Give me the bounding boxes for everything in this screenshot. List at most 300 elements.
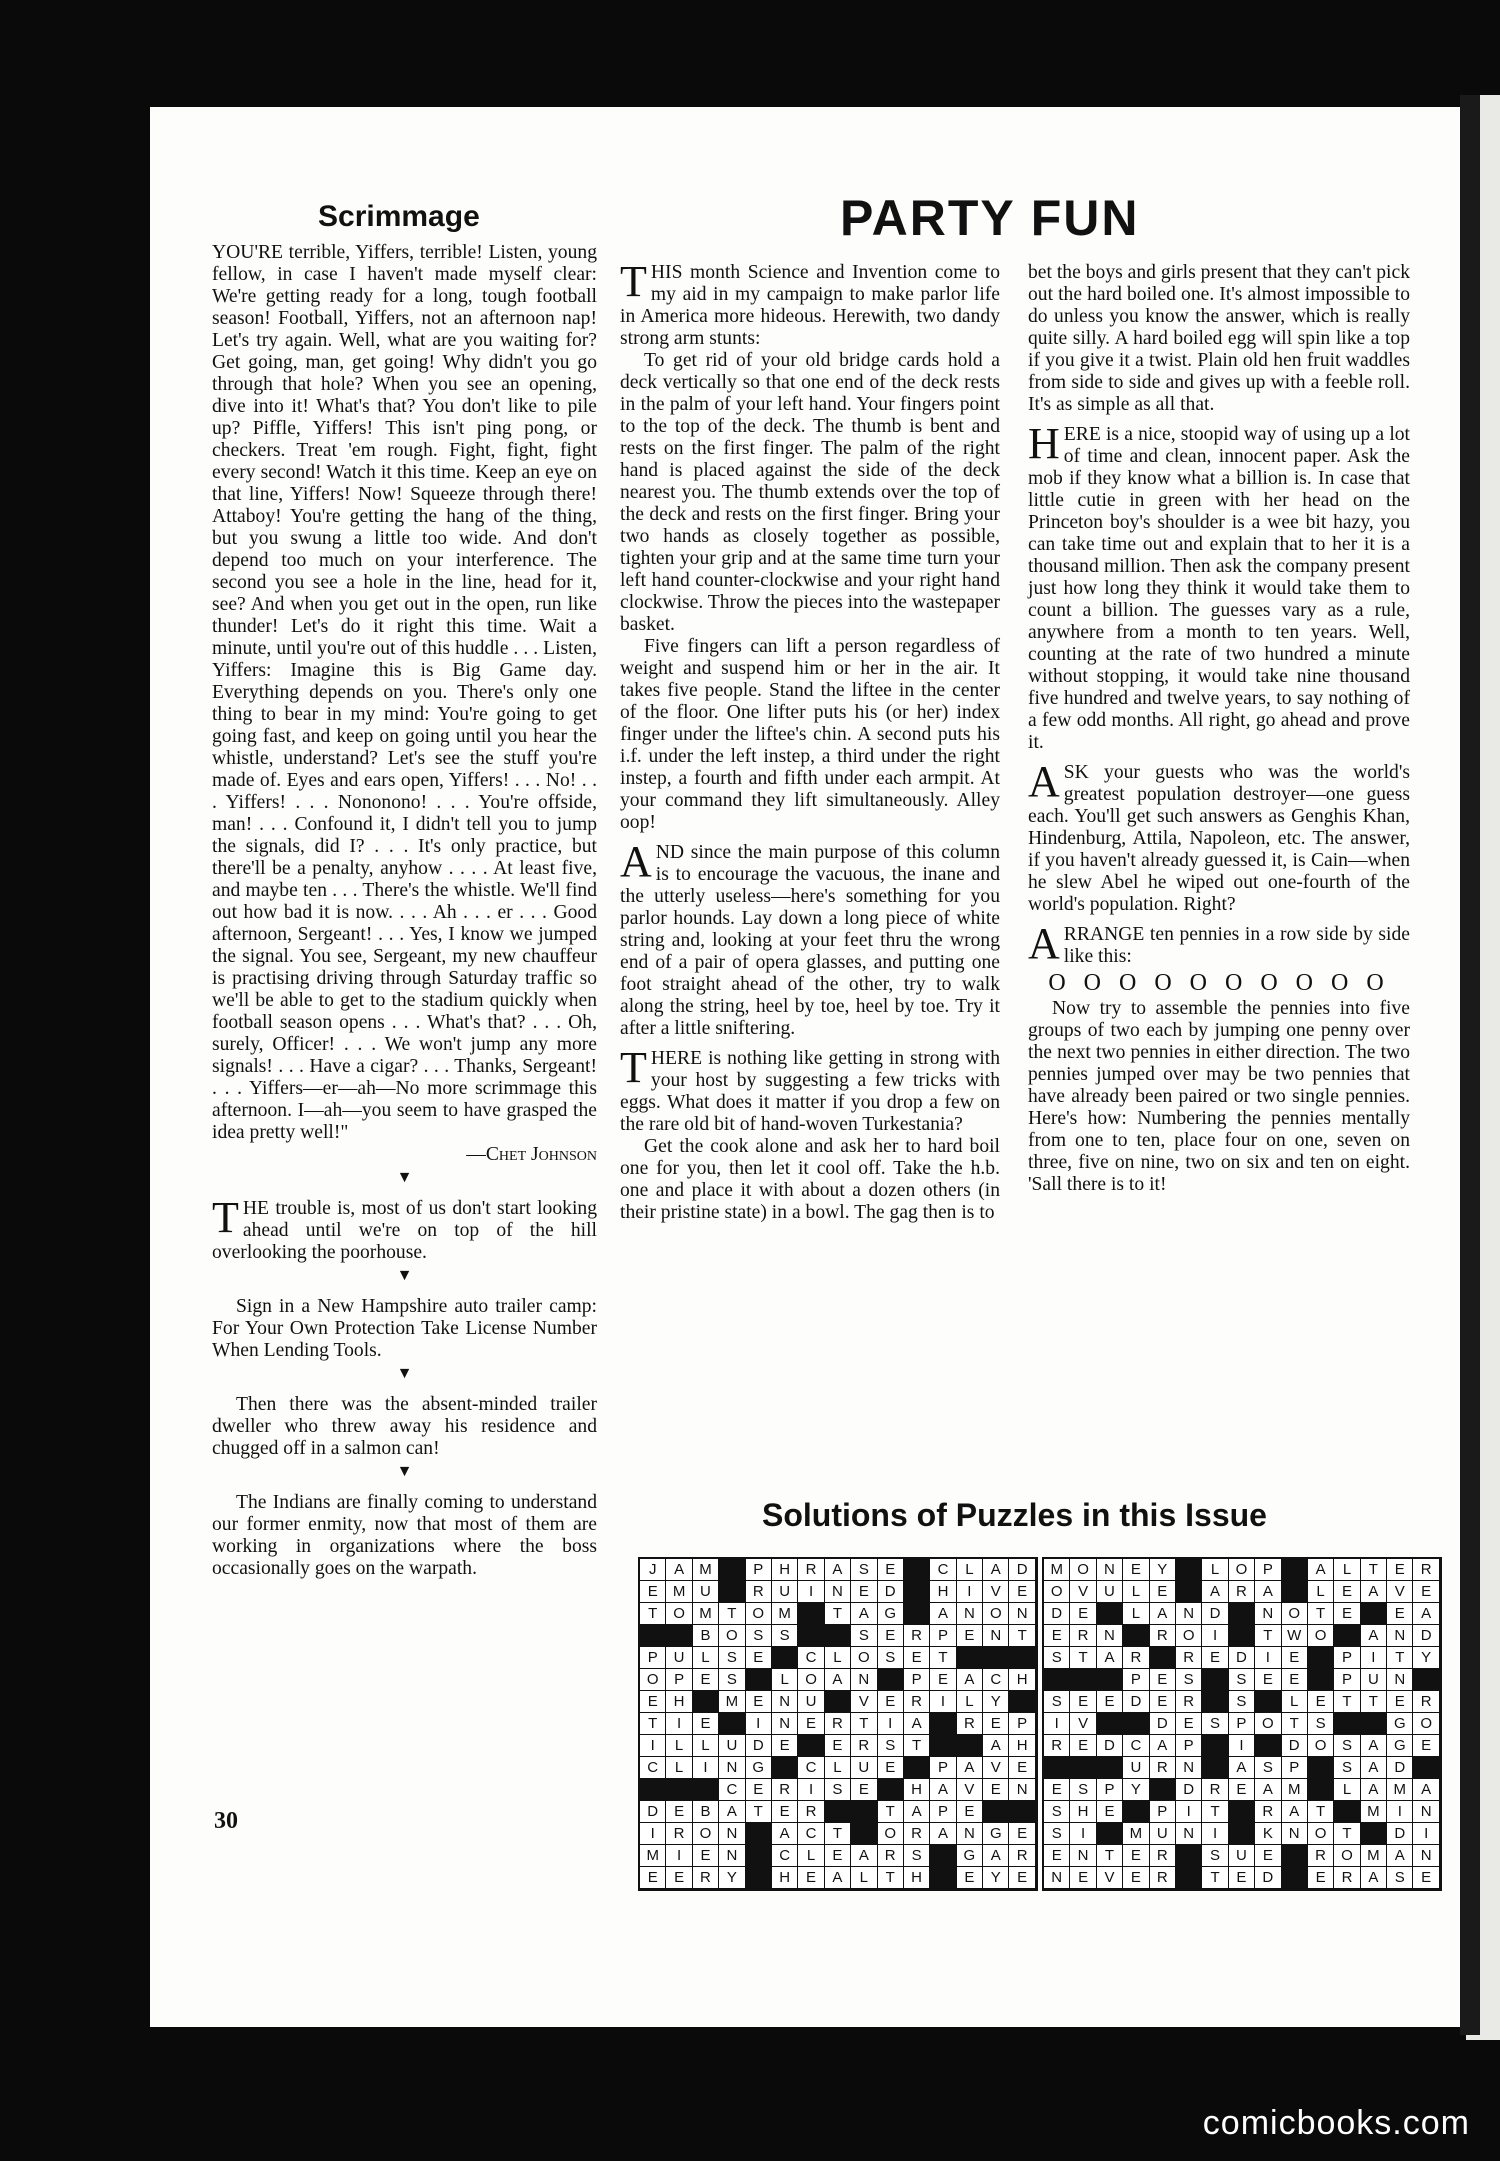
crossword-letter: N	[1097, 1625, 1123, 1647]
crossword-letter: N	[1176, 1757, 1202, 1779]
crossword-black-square	[746, 1669, 772, 1691]
crossword-letter: I	[1044, 1713, 1070, 1735]
crossword-letter: I	[930, 1691, 956, 1713]
crossword-letter: O	[1282, 1603, 1308, 1625]
crossword-black-square	[1229, 1801, 1255, 1823]
crossword-letter: L	[772, 1669, 798, 1691]
crossword-black-square	[1202, 1669, 1228, 1691]
crossword-letter: A	[1361, 1735, 1387, 1757]
crossword-letter: N	[851, 1669, 877, 1691]
drop-cap-a: A	[1028, 919, 1060, 968]
triangle-divider-icon: ▼	[396, 1365, 413, 1382]
crossword-letter: E	[1413, 1581, 1439, 1603]
crossword-letter: I	[1176, 1801, 1202, 1823]
crossword-letter: G	[746, 1757, 772, 1779]
crossword-black-square	[1361, 1823, 1387, 1845]
crossword-letter: P	[666, 1669, 692, 1691]
crossword-letter: O	[1229, 1559, 1255, 1581]
crossword-letter: R	[772, 1779, 798, 1801]
filler-4: The Indians are finally coming to understand our former enmity, now that most of them are working in organizations where the boss occasionally goes on the warpath.	[212, 1492, 597, 1579]
crossword-letter: Y	[983, 1691, 1009, 1713]
crossword-letter: E	[1123, 1559, 1149, 1581]
crossword-black-square	[1176, 1845, 1202, 1867]
crossword-letter: E	[1070, 1867, 1096, 1889]
crossword-letter: S	[1308, 1713, 1334, 1735]
crossword-letter: A	[1202, 1581, 1228, 1603]
crossword-black-square	[878, 1669, 904, 1691]
crossword-black-square	[719, 1581, 745, 1603]
crossword-letter: I	[666, 1845, 692, 1867]
crossword-letter: O	[851, 1647, 877, 1669]
crossword-letter: C	[772, 1845, 798, 1867]
crossword-letter: D	[1009, 1559, 1035, 1581]
crossword-black-square	[772, 1647, 798, 1669]
crossword-black-square	[1097, 1713, 1123, 1735]
crossword-letter: T	[1255, 1625, 1281, 1647]
crossword-letter: T	[930, 1647, 956, 1669]
crossword-letter: P	[1097, 1779, 1123, 1801]
crossword-black-square	[746, 1845, 772, 1867]
crossword-letter: E	[1387, 1603, 1413, 1625]
party-cards: To get rid of your old bridge cards hold a deck vertically so that one end of the deck rests in the palm of your left hand. Your fingers point to the top of the deck. The thumb is bent and rests on the first finger. The palm of the right hand is placed against the side of the deck nearest you. The thumb extends over the top of the deck and rests on the first finger. Bring your two hands as closely together as possible, tighten your grip and at the same time turn your left hand counter-clockwise and your right hand clockwise. Throw the pieces into the wastepaper basket.	[620, 350, 1000, 635]
crossword-letter: S	[878, 1647, 904, 1669]
scrimmage-author: —Chet Johnson	[466, 1144, 597, 1165]
crossword-letter: N	[1097, 1559, 1123, 1581]
crossword-letter: R	[957, 1713, 983, 1735]
crossword-letter: O	[1413, 1713, 1439, 1735]
crossword-letter: R	[1150, 1625, 1176, 1647]
crossword-letter: M	[1123, 1823, 1149, 1845]
crossword-black-square	[798, 1735, 824, 1757]
crossword-letter: L	[666, 1735, 692, 1757]
crossword-black-square	[772, 1757, 798, 1779]
crossword-black-square	[1176, 1581, 1202, 1603]
crossword-black-square	[930, 1867, 956, 1889]
crossword-letter: E	[1097, 1691, 1123, 1713]
crossword-letter: O	[983, 1603, 1009, 1625]
crossword-letter: A	[825, 1559, 851, 1581]
crossword-letter: S	[719, 1647, 745, 1669]
crossword-letter: D	[1229, 1647, 1255, 1669]
crossword-letter: D	[878, 1581, 904, 1603]
crossword-black-square	[1097, 1603, 1123, 1625]
crossword-letter: L	[957, 1691, 983, 1713]
party-column-2	[1028, 262, 1410, 1196]
crossword-letter: N	[1282, 1823, 1308, 1845]
crossword-black-square	[1255, 1691, 1281, 1713]
crossword-letter: S	[904, 1845, 930, 1867]
crossword-letter: E	[1282, 1669, 1308, 1691]
crossword-black-square	[983, 1801, 1009, 1823]
crossword-letter: H	[930, 1581, 956, 1603]
crossword-letter: S	[1202, 1713, 1228, 1735]
crossword-black-square	[1150, 1647, 1176, 1669]
crossword-letter: D	[1044, 1603, 1070, 1625]
crossword-black-square	[798, 1625, 824, 1647]
crossword-letter: S	[878, 1735, 904, 1757]
crossword-black-square	[746, 1823, 772, 1845]
crossword-letter: T	[1202, 1801, 1228, 1823]
crossword-letter: E	[1123, 1845, 1149, 1867]
crossword-letter: I	[1361, 1647, 1387, 1669]
crossword-letter: R	[1229, 1581, 1255, 1603]
crossword-letter: T	[719, 1603, 745, 1625]
crossword-black-square	[1334, 1801, 1360, 1823]
crossword-letter: D	[1282, 1735, 1308, 1757]
crossword-letter: M	[666, 1581, 692, 1603]
crossword-letter: E	[772, 1801, 798, 1823]
crossword-letter: D	[746, 1735, 772, 1757]
crossword-letter: E	[851, 1779, 877, 1801]
crossword-letter: U	[851, 1757, 877, 1779]
crossword-letter: O	[878, 1823, 904, 1845]
crossword-black-square	[1070, 1669, 1096, 1691]
crossword-letter: E	[878, 1559, 904, 1581]
crossword-letter: A	[930, 1823, 956, 1845]
party-lift: Five fingers can lift a person regardless of weight and suspend him or her in the air. It takes five people. Stand the liftee in the center of the floor. One lifter puts his (or her) index finger under the liftee's chin. A second puts his i.f. under the left instep, a third under the right instep, a fourth and fifth under each armpit. At your command they lift simultaneously. Alley oop!	[620, 636, 1000, 833]
crossword-letter: R	[1123, 1647, 1149, 1669]
crossword-letter: E	[1150, 1669, 1176, 1691]
crossword-letter: T	[1070, 1647, 1096, 1669]
crossword-letter: I	[1387, 1801, 1413, 1823]
crossword-letter: B	[693, 1801, 719, 1823]
crossword-black-square	[1009, 1647, 1035, 1669]
crossword-black-square	[1282, 1867, 1308, 1889]
crossword-letter: D	[1387, 1823, 1413, 1845]
crossword-letter: H	[904, 1867, 930, 1889]
crossword-letter: A	[825, 1867, 851, 1889]
crossword-letter: A	[983, 1845, 1009, 1867]
crossword-letter: E	[1009, 1867, 1035, 1889]
crossword-letter: B	[693, 1625, 719, 1647]
crossword-letter: E	[666, 1801, 692, 1823]
crossword-letter: I	[666, 1713, 692, 1735]
crossword-black-square	[904, 1559, 930, 1581]
crossword-letter: T	[746, 1801, 772, 1823]
crossword-black-square	[825, 1625, 851, 1647]
crossword-black-square	[693, 1691, 719, 1713]
crossword-letter: A	[1361, 1867, 1387, 1889]
crossword-letter: O	[746, 1603, 772, 1625]
crossword-letter: M	[693, 1603, 719, 1625]
crossword-black-square	[1361, 1603, 1387, 1625]
crossword-letter: I	[878, 1713, 904, 1735]
crossword-letter: A	[1308, 1559, 1334, 1581]
crossword-letter: A	[851, 1845, 877, 1867]
crossword-black-square	[904, 1603, 930, 1625]
crossword-letter: A	[1361, 1757, 1387, 1779]
crossword-letter: I	[798, 1779, 824, 1801]
crossword-letter: P	[1176, 1735, 1202, 1757]
crossword-letter: E	[1308, 1867, 1334, 1889]
drop-cap-a: A	[620, 837, 652, 886]
crossword-letter: N	[1176, 1603, 1202, 1625]
crossword-letter: T	[1202, 1867, 1228, 1889]
crossword-letter: I	[640, 1823, 666, 1845]
crossword-letter: A	[1097, 1647, 1123, 1669]
crossword-letter: R	[666, 1823, 692, 1845]
crossword-letter: P	[1334, 1647, 1360, 1669]
filler-2: Sign in a New Hampshire auto trailer camp: For Your Own Protection Take License Number When Lending Tools.	[212, 1296, 597, 1361]
crossword-letter: O	[640, 1669, 666, 1691]
crossword-letter: E	[957, 1801, 983, 1823]
crossword-black-square	[746, 1867, 772, 1889]
crossword-black-square	[1361, 1713, 1387, 1735]
crossword-letter: A	[1413, 1603, 1439, 1625]
crossword-letter: O	[1255, 1713, 1281, 1735]
crossword-letter: S	[1334, 1735, 1360, 1757]
crossword-letter: R	[798, 1559, 824, 1581]
crossword-letter: E	[1413, 1735, 1439, 1757]
crossword-letter: L	[1123, 1603, 1149, 1625]
crossword-black-square	[1282, 1845, 1308, 1867]
crossword-black-square	[983, 1647, 1009, 1669]
crossword-letter: A	[851, 1603, 877, 1625]
crossword-letter: N	[957, 1603, 983, 1625]
party-string: AND since the main purpose of this column is to encourage the vacuous, the inane and the utterly useless—here's something for you parlor hounds. Lay down a long piece of white string and, looking at your feet thru the wrong end of a pair of opera glasses, and putting one foot straight ahead of the other, try to walk along the string, heel by toe, heel by toe. Try it after a little sniftering.	[620, 837, 1000, 1039]
crossword-letter: H	[904, 1779, 930, 1801]
crossword-black-square	[1413, 1669, 1439, 1691]
crossword-letter: E	[1387, 1559, 1413, 1581]
crossword-letter: E	[693, 1669, 719, 1691]
scrimmage-text: YOU'RE terrible, Yiffers, terrible! Listen, young fellow, in case I haven't made myself clear: We're getting ready for a long, tough football season! Football, Yiffers, not an afternoon nap! Let's try again. Well, what are you waiting for? Get going, man, get going! Why didn't you go through that hole? When you see an opening, dive into it! What's that? You don't like to pile up? Piffle, Yiffers! This isn't ping pong, or checkers. Treat 'em rough. Fight, fight, fight every second! Watch it this time. Keep an eye on that line, Yiffers! Now! Squeeze through there! Attaboy! You're getting the hang of the thing, but you swung a little too wide. And don't depend too much on your interference. The second you see a hole in the line, head for it, see? And when you get out in the open, run like thunder! Let's do it right this time. Wait a minute, until you're out of this huddle . . . Listen, Yiffers: Imagine this is Big Game day. Everything depends on you. There's only one thing to bear in my mind: You're going to get going fast, and keep on going until you hear the whistle, understand? Let's see the stuff you're made of. Eyes and ears open, Yiffers! . . . No! . . . Yiffers! . . . Nononono! . . . You're offside, man! . . . Confound it, I didn't tell you to jump the signals, did I? . . . It's only practice, but there'll be a penalty, anyhow . . . . At least five, and maybe ten . . . There's the whistle. We'll find out how bad it is now. . . . Ah . . . er . . . Good afternoon, Sergeant! . . . Yes, I know we jumped the signal. You see, Sergeant, my new chauffeur is practising driving through Saturday traffic so we'll be able to get to the stadium quickly when football season opens . . . What's that? . . . Oh, surely, Officer! . . . We won't jump any more signals! . . . Have a cigar? . . . Thanks, Sergeant! . . . Yiffers—er—ah—No more scrimmage this afternoon. I—ah—you seem to have grasped the idea pretty well!"	[212, 242, 597, 1143]
crossword-letter: E	[798, 1713, 824, 1735]
crossword-letter: A	[1150, 1735, 1176, 1757]
crossword-letter: L	[851, 1867, 877, 1889]
crossword-black-square	[719, 1559, 745, 1581]
party-eggs: THERE is nothing like getting in strong with your host by suggesting a few tricks with eggs. What does it matter if you drop a few on the rare old bit of hand-woven Turkestania?	[620, 1043, 1000, 1135]
crossword-letter: E	[1202, 1647, 1228, 1669]
crossword-letter: E	[1413, 1867, 1439, 1889]
crossword-letter: M	[1044, 1559, 1070, 1581]
crossword-black-square	[1123, 1713, 1149, 1735]
crossword-letter: U	[1361, 1669, 1387, 1691]
crossword-letter: P	[904, 1669, 930, 1691]
crossword-letter: P	[1150, 1801, 1176, 1823]
crossword-letter: D	[1202, 1603, 1228, 1625]
crossword-letter: R	[746, 1581, 772, 1603]
crossword-letter: T	[1334, 1691, 1360, 1713]
crossword-letter: V	[1070, 1581, 1096, 1603]
crossword-letter: H	[1070, 1801, 1096, 1823]
crossword-letter: N	[719, 1823, 745, 1845]
crossword-black-square	[1044, 1757, 1070, 1779]
crossword-letter: H	[772, 1559, 798, 1581]
crossword-letter: E	[983, 1713, 1009, 1735]
crossword-black-square	[825, 1801, 851, 1823]
triangle-divider-icon: ▼	[396, 1463, 413, 1480]
crossword-letter: M	[693, 1559, 719, 1581]
crossword-letter: C	[1123, 1735, 1149, 1757]
crossword-letter: D	[1255, 1867, 1281, 1889]
crossword-letter: L	[825, 1647, 851, 1669]
crossword-letter: E	[1334, 1581, 1360, 1603]
crossword-letter: L	[1123, 1581, 1149, 1603]
page-spine	[1460, 95, 1480, 2035]
crossword-letter: M	[1361, 1801, 1387, 1823]
crossword-black-square	[1308, 1647, 1334, 1669]
crossword-black-square	[666, 1779, 692, 1801]
crossword-letter: E	[1150, 1691, 1176, 1713]
drop-cap-t: T	[212, 1193, 239, 1242]
crossword-letter: E	[746, 1779, 772, 1801]
crossword-letter: E	[640, 1691, 666, 1713]
crossword-letter: Y	[719, 1867, 745, 1889]
crossword-letter: K	[1255, 1823, 1281, 1845]
crossword-letter: C	[930, 1559, 956, 1581]
crossword-letter: L	[1202, 1559, 1228, 1581]
crossword-letter: T	[904, 1735, 930, 1757]
crossword-letter: O	[1308, 1823, 1334, 1845]
crossword-letter: I	[1070, 1823, 1096, 1845]
crossword-letter: S	[851, 1625, 877, 1647]
crossword-letter: T	[1009, 1625, 1035, 1647]
crossword-letter: A	[1413, 1779, 1439, 1801]
crossword-letter: N	[719, 1757, 745, 1779]
crossword-black-square	[1202, 1691, 1228, 1713]
crossword-letter: Y	[1123, 1779, 1149, 1801]
crossword-letter: R	[904, 1625, 930, 1647]
crossword-letter: E	[1255, 1845, 1281, 1867]
crossword-letter: T	[640, 1713, 666, 1735]
crossword-letter: E	[640, 1581, 666, 1603]
crossword-letter: Y	[1413, 1647, 1439, 1669]
crossword-black-square	[1229, 1603, 1255, 1625]
crossword-letter: I	[746, 1713, 772, 1735]
crossword-letter: U	[772, 1581, 798, 1603]
page-number: 30	[214, 1808, 238, 1834]
scrimmage-title: Scrimmage	[318, 200, 480, 233]
crossword-letter: R	[798, 1801, 824, 1823]
crossword-letter: V	[957, 1779, 983, 1801]
crossword-letter: L	[825, 1757, 851, 1779]
crossword-letter: E	[1044, 1845, 1070, 1867]
crossword-letter: S	[851, 1559, 877, 1581]
crossword-letter: E	[1123, 1867, 1149, 1889]
crossword-letter: S	[1044, 1801, 1070, 1823]
crossword-letter: E	[640, 1867, 666, 1889]
crossword-letter: V	[851, 1691, 877, 1713]
crossword-letter: T	[1282, 1713, 1308, 1735]
crossword-letter: R	[904, 1823, 930, 1845]
crossword-letter: L	[1308, 1581, 1334, 1603]
crossword-black-square	[640, 1625, 666, 1647]
crossword-letter: A	[930, 1779, 956, 1801]
crossword-letter: N	[1413, 1801, 1439, 1823]
crossword-letter: A	[1361, 1625, 1387, 1647]
crossword-letter: C	[640, 1757, 666, 1779]
crossword-letter: U	[719, 1735, 745, 1757]
crossword-letter: I	[1413, 1823, 1439, 1845]
crossword-letter: S	[1176, 1669, 1202, 1691]
crossword-letter: E	[746, 1647, 772, 1669]
crossword-letter: E	[825, 1845, 851, 1867]
crossword-black-square	[1150, 1779, 1176, 1801]
crossword-black-square	[640, 1779, 666, 1801]
crossword-letter: R	[904, 1691, 930, 1713]
crossword-letter: A	[719, 1801, 745, 1823]
crossword-letter: R	[1202, 1779, 1228, 1801]
crossword-letter: U	[693, 1581, 719, 1603]
crossword-black-square	[1282, 1581, 1308, 1603]
crossword-black-square	[825, 1691, 851, 1713]
crossword-letter: E	[1070, 1603, 1096, 1625]
crossword-black-square	[930, 1713, 956, 1735]
crossword-letter: N	[719, 1845, 745, 1867]
crossword-letter: Y	[1150, 1559, 1176, 1581]
crossword-letter: A	[1150, 1603, 1176, 1625]
crossword-letter: U	[1123, 1757, 1149, 1779]
pennies-row: O O O O O O O O O O	[1048, 970, 1390, 996]
crossword-letter: S	[1229, 1669, 1255, 1691]
crossword-letter: L	[798, 1845, 824, 1867]
crossword-letter: T	[1308, 1603, 1334, 1625]
crossword-letter: O	[719, 1625, 745, 1647]
crossword-black-square	[1202, 1735, 1228, 1757]
crossword-letter: V	[983, 1581, 1009, 1603]
crossword-letter: R	[1413, 1691, 1439, 1713]
crossword-letter: V	[1070, 1713, 1096, 1735]
crossword-letter: A	[1255, 1581, 1281, 1603]
crossword-black-square	[1255, 1735, 1281, 1757]
crossword-letter: E	[1255, 1669, 1281, 1691]
crossword-letter: C	[798, 1823, 824, 1845]
crossword-letter: G	[957, 1845, 983, 1867]
crossword-letter: P	[1282, 1757, 1308, 1779]
crossword-letter: U	[1150, 1823, 1176, 1845]
crossword-letter: U	[1097, 1581, 1123, 1603]
crossword-letter: T	[1308, 1801, 1334, 1823]
crossword-letter: I	[1229, 1735, 1255, 1757]
crossword-letter: R	[693, 1867, 719, 1889]
crossword-letter: E	[1387, 1691, 1413, 1713]
crossword-solution-1	[638, 1557, 1038, 1891]
crossword-letter: S	[1070, 1779, 1096, 1801]
crossword-black-square	[930, 1735, 956, 1757]
crossword-letter: T	[825, 1823, 851, 1845]
crossword-letter: T	[1097, 1845, 1123, 1867]
crossword-black-square	[1334, 1625, 1360, 1647]
crossword-letter: R	[1308, 1845, 1334, 1867]
crossword-letter: D	[1123, 1691, 1149, 1713]
crossword-letter: W	[1282, 1625, 1308, 1647]
crossword-letter: E	[693, 1713, 719, 1735]
crossword-black-square	[1123, 1625, 1149, 1647]
crossword-letter: R	[1044, 1735, 1070, 1757]
crossword-letter: N	[772, 1713, 798, 1735]
crossword-letter: A	[983, 1559, 1009, 1581]
crossword-black-square	[1176, 1867, 1202, 1889]
crossword-letter: O	[798, 1669, 824, 1691]
drop-cap-t: T	[620, 257, 647, 306]
crossword-black-square	[878, 1779, 904, 1801]
crossword-solution-2	[1042, 1557, 1442, 1891]
crossword-letter: N	[1070, 1845, 1096, 1867]
crossword-black-square	[1097, 1757, 1123, 1779]
crossword-letter: O	[1308, 1735, 1334, 1757]
crossword-letter: H	[772, 1867, 798, 1889]
crossword-letter: E	[1150, 1581, 1176, 1603]
crossword-letter: H	[1009, 1735, 1035, 1757]
crossword-letter: G	[878, 1603, 904, 1625]
crossword-black-square	[957, 1647, 983, 1669]
crossword-letter: E	[878, 1625, 904, 1647]
crossword-letter: J	[640, 1559, 666, 1581]
crossword-letter: G	[1387, 1713, 1413, 1735]
crossword-letter: P	[930, 1801, 956, 1823]
triangle-divider-icon: ▼	[396, 1169, 413, 1186]
crossword-letter: A	[1361, 1779, 1387, 1801]
